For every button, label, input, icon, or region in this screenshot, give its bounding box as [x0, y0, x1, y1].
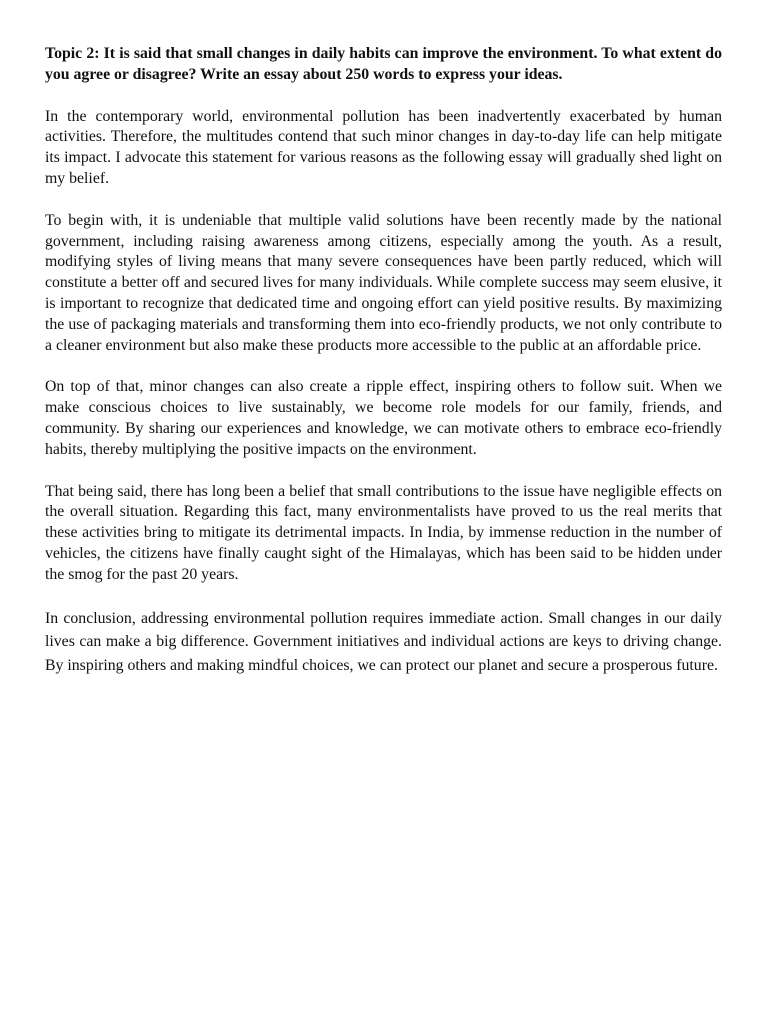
paragraph-conclusion: In conclusion, addressing environmental pollution requires immediate action. Small changes in our daily lives can make a big difference. Government initiatives and individual actions are keys to driving change. By inspiring others and making mindful choices, we can protect our planet and secure a prosperous future.: [45, 609, 722, 674]
paragraph-introduction: In the contemporary world, environmental pollution has been inadvertently exacerbated by human activities. Therefore, the multitudes contend that such minor changes in day-to-day life can help mitigate its impact. I advocate this statement for various reasons as the following essay will gradually shed light on my belief.: [45, 107, 722, 187]
paragraph-body-2: On top of that, minor changes can also create a ripple effect, inspiring others to follow suit. When we make conscious choices to live sustainably, we become role models for our family, friends, and community. By sharing our experiences and knowledge, we can motivate others to embrace eco-friendly habits, thereby multiplying the positive impacts on the environment.: [45, 378, 722, 458]
essay-topic: Topic 2: It is said that small changes in daily habits can improve the environment. To what extent do you agree or disagree? Write an essay about 250 words to express your ideas.: [45, 45, 722, 83]
paragraph-body-1: To begin with, it is undeniable that multiple valid solutions have been recently made by the national government, including raising awareness among citizens, especially among the youth. As a result, modifying styles of living means that many severe consequences have been partly reduced, which will constitute a better off and secured lives for many individuals. While complete success may seem elusive, it is important to recognize that dedicated time and ongoing effort can yield positive results. By maximizing the use of packaging materials and transforming them into eco-friendly products, we not only contribute to a cleaner environment but also make these products more accessible to the public at an affordable price.: [45, 211, 722, 354]
paragraph-body-3: That being said, there has long been a belief that small contributions to the issue have negligible effects on the overall situation. Regarding this fact, many environmentalists have proved to us the real merits that these activities bring to mitigate its detrimental impacts. In India, by immense reduction in the number of vehicles, the citizens have finally caught sight of the Himalayas, which has been said to be hidden under the smog for the past 20 years.: [45, 482, 722, 583]
essay-document: [45, 44, 722, 677]
